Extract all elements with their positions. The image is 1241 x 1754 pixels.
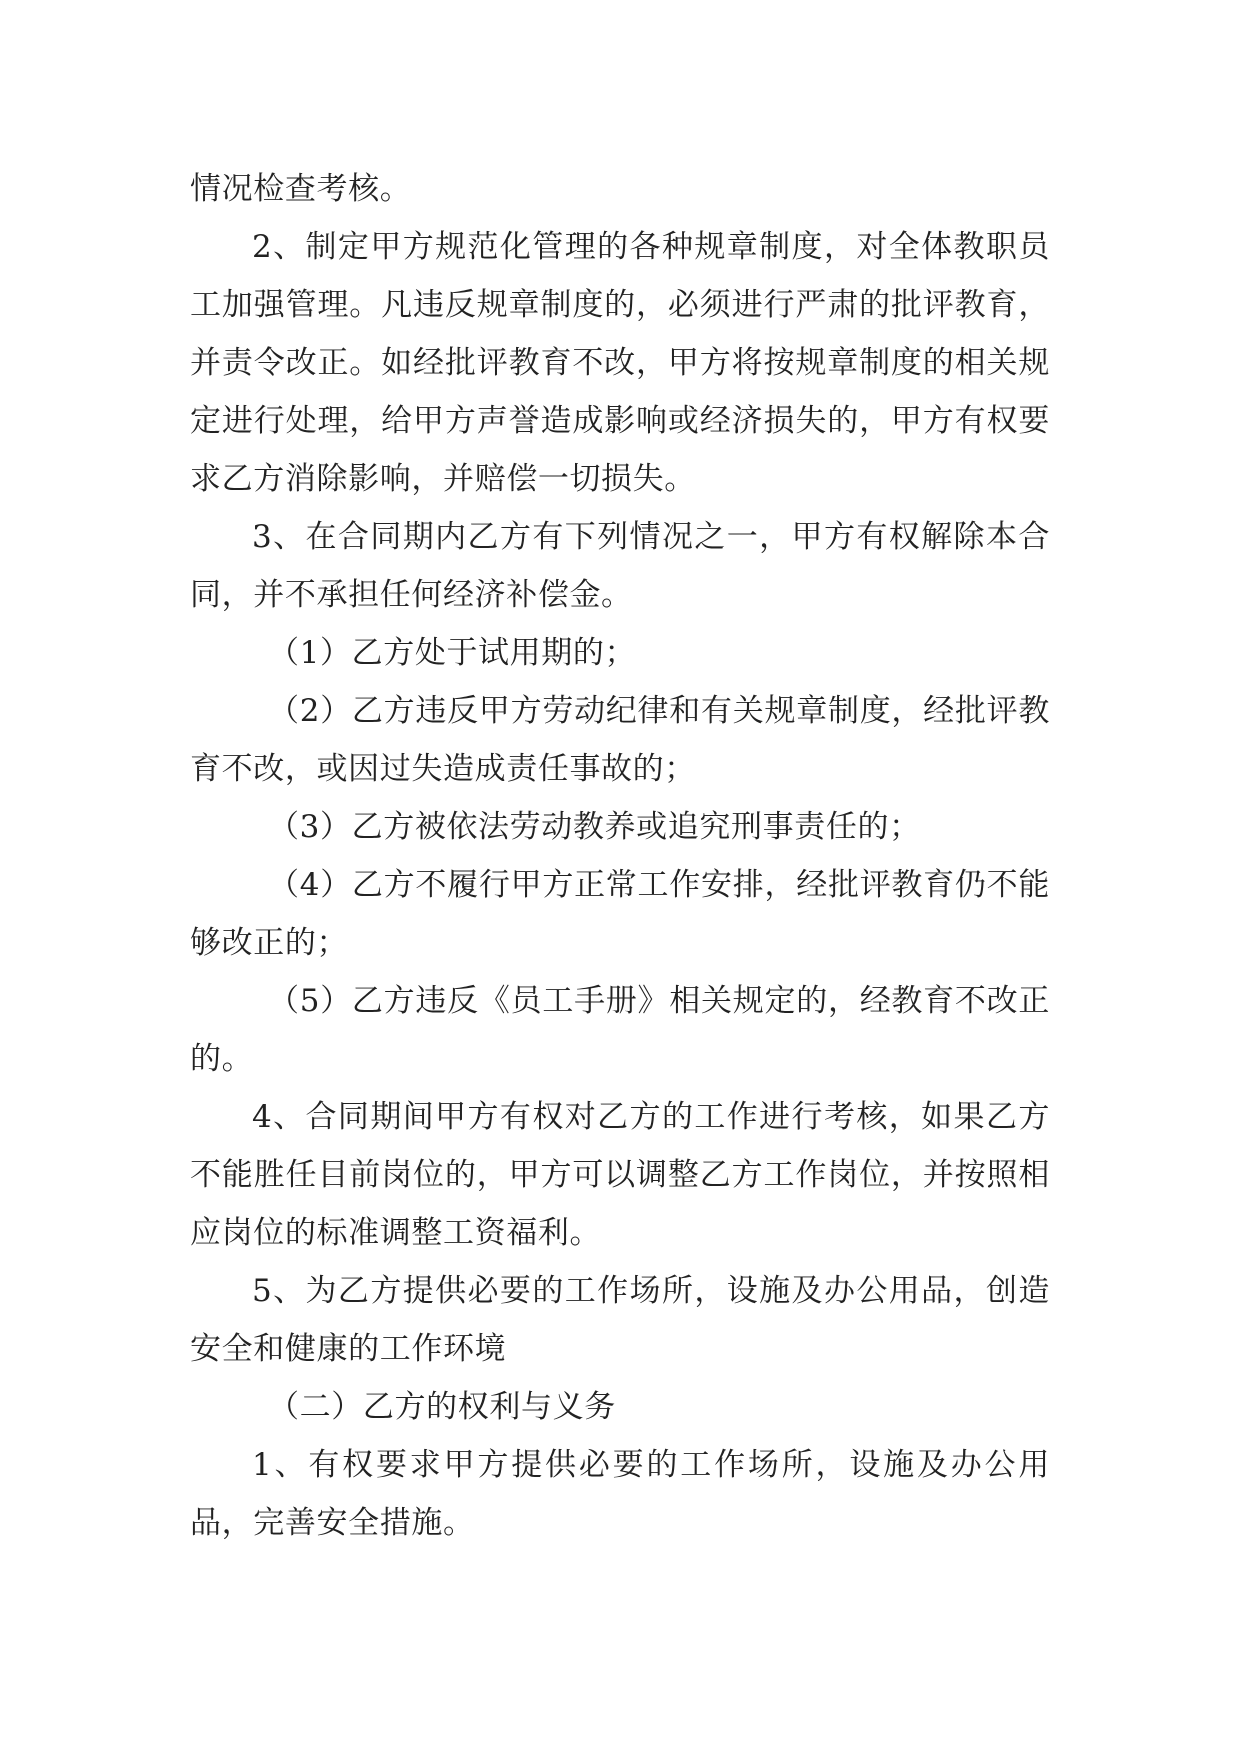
section-heading-party-b: （二）乙方的权利与义务 — [268, 1389, 616, 1425]
paragraph-party-b-clause-1: 1、有权要求甲方提供必要的工作场所，设施及办公用品，完善安全措施。 — [190, 1447, 1050, 1541]
paragraph-continuation: 情况检查考核。 — [190, 171, 412, 207]
paragraph-clause-3: 3、在合同期内乙方有下列情况之一，甲方有权解除本合同，并不承担任何经济补偿金。 — [190, 519, 1050, 613]
paragraph-item-5: （5）乙方违反《员工手册》相关规定的，经教育不改正的。 — [190, 983, 1050, 1077]
paragraph-clause-4: 4、合同期间甲方有权对乙方的工作进行考核，如果乙方不能胜任目前岗位的，甲方可以调整乙方工作岗位，并按照相应岗位的标准调整工资福利。 — [190, 1099, 1050, 1251]
document-body — [190, 160, 1050, 1552]
paragraph-clause-2: 2、制定甲方规范化管理的各种规章制度，对全体教职员工加强管理。凡违反规章制度的，必须进行严肃的批评教育，并责令改正。如经批评教育不改，甲方将按规章制度的相关规定进行处理，给甲方声誉造成影响或经济损失的，甲方有权要求乙方消除影响，并赔偿一切损失。 — [190, 229, 1050, 497]
paragraph-item-3: （3）乙方被依法劳动教养或追究刑事责任的； — [268, 809, 921, 845]
paragraph-item-1: （1）乙方处于试用期的； — [268, 635, 637, 671]
paragraph-item-2: （2）乙方违反甲方劳动纪律和有关规章制度，经批评教育不改，或因过失造成责任事故的； — [190, 693, 1050, 787]
paragraph-item-4: （4）乙方不履行甲方正常工作安排，经批评教育仍不能够改正的； — [190, 867, 1050, 961]
paragraph-clause-5: 5、为乙方提供必要的工作场所，设施及办公用品，创造安全和健康的工作环境 — [190, 1273, 1050, 1367]
